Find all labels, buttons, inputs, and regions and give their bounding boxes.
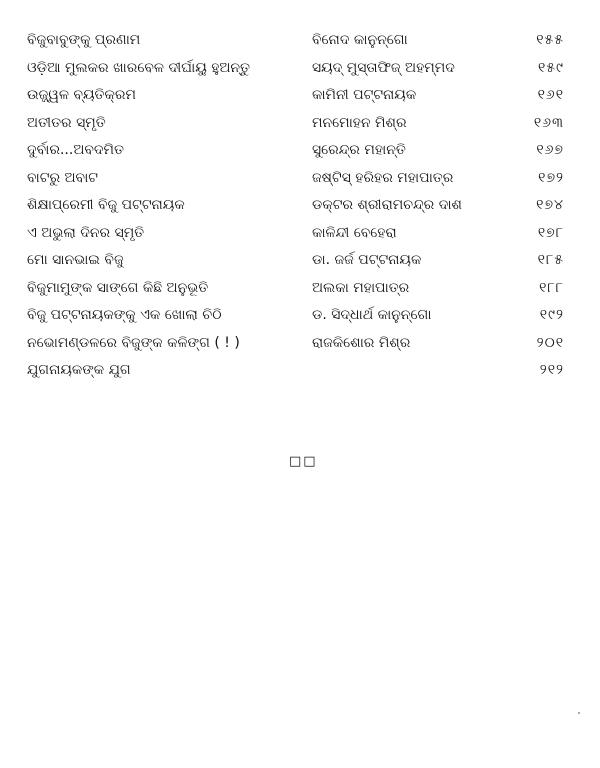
toc-title: ଯୁଗନାୟକଙ୍କ ଯୁଗ bbox=[27, 362, 131, 378]
toc-page-number: ୧୯୨ bbox=[539, 307, 564, 323]
toc-author: ରାଜକିଶୋର ମିଶ୍ର bbox=[312, 334, 411, 351]
toc-title: ଶିକ୍ଷାପ୍ରେମୀ ବିଜୁ ପଟ୍ଟନାୟକ bbox=[27, 197, 185, 213]
toc-title: ବିଜୁବାବୁଙ୍କୁ ପ୍ରଣାମ bbox=[27, 32, 141, 48]
toc-title: ଦୁର୍ବାର...ଅବଦମିତ bbox=[27, 142, 125, 158]
toc-page-number: ୨୦୧ bbox=[536, 334, 564, 351]
toc-author: ସୟଦ୍ ମୁସ୍ତାଫିଜ୍ ଅହମ୍ମଦ bbox=[312, 59, 455, 76]
toc-page-number: ୧୭୪ bbox=[536, 197, 564, 213]
toc-row bbox=[0, 137, 600, 165]
toc-row bbox=[0, 302, 600, 330]
toc-row bbox=[0, 330, 600, 358]
toc-row bbox=[0, 247, 600, 275]
toc-page-number: ୧୫୯ bbox=[538, 59, 564, 76]
toc-author: ଡକ୍ଟର ଶ୍ରୀରାମଚନ୍ଦ୍ର ଦାଶ bbox=[312, 197, 462, 213]
toc-page-number: ୧୬୧ bbox=[537, 87, 564, 103]
toc-page-number: ୧୮୫ bbox=[537, 252, 564, 268]
toc-author: ସୁରେନ୍ଦ୍ର ମହାନ୍ତି bbox=[312, 142, 406, 158]
toc-title: ଉଜ୍ଜ୍ୱଳ ବ୍ୟତିକ୍ରମ bbox=[27, 87, 136, 103]
toc-row bbox=[0, 55, 600, 83]
toc-author: ଡା. ଜର୍ଜ ପଟ୍ଟନାୟକ bbox=[312, 252, 422, 268]
toc-row bbox=[0, 82, 600, 110]
toc-row bbox=[0, 165, 600, 193]
toc-title: ବିଜୁମାମୁଙ୍କ ସାଙ୍ଗେ କିଛି ଅନୁଭୂତି bbox=[27, 279, 209, 296]
toc-row bbox=[0, 275, 600, 303]
end-ornament: □□ bbox=[289, 454, 318, 469]
toc-author: ଡ. ସିଦ୍ଧାର୍ଥ କାନୁନ୍‌ଗୋ bbox=[312, 307, 432, 323]
toc-page-number: ୧୭୨ bbox=[538, 169, 564, 186]
toc-row bbox=[0, 27, 600, 55]
toc-page-number: ୧୬୩ bbox=[533, 114, 564, 131]
toc-title: ଅତୀତର ସ୍ମୃତି bbox=[27, 114, 106, 131]
toc-author: କାମିନୀ ପଟ୍ଟନାୟକ bbox=[312, 87, 417, 103]
toc-author: ମନମୋହନ ମିଶ୍ର bbox=[312, 114, 407, 131]
toc-title: ନଭୋମଣ୍ଡଳରେ ବିଜୁଙ୍କ କଳିଙ୍ଗ ( ! ) bbox=[27, 334, 240, 351]
toc-title: ମୋ ସାନଭାଇ ବିଜୁ bbox=[27, 252, 124, 268]
toc-title: ଓଡ଼ିଆ ମୁଲକର ଖାରବେଳ ଦୀର୍ଘାୟୁ ହୁଅନ୍ତୁ bbox=[27, 59, 251, 76]
toc-row bbox=[0, 110, 600, 138]
toc-author: ବିନୋଦ କାନୁନ୍‌ଗୋ bbox=[312, 32, 408, 48]
toc-row bbox=[0, 220, 600, 248]
toc-title: ବାଟରୁ ଅବାଟ bbox=[27, 169, 98, 186]
scan-speck bbox=[578, 712, 580, 714]
toc-page-number: ୨୧୨ bbox=[539, 362, 564, 378]
toc-author: ଅଲକା ମହାପାତ୍ର bbox=[312, 279, 410, 296]
toc-page-number: ୧୭୮ bbox=[537, 224, 564, 241]
toc-title: ବିଜୁ ପଟ୍ଟନାୟକଙ୍କୁ ଏକ ଖୋଲା ଚିଠି bbox=[27, 307, 222, 323]
toc-author: କାଳିନ୍ଦୀ ବେହେରା bbox=[312, 224, 397, 241]
toc-page-number: ୧୫୫ bbox=[536, 32, 564, 48]
toc-author: ଜଷ୍ଟିସ୍ ହରିହର ମହାପାତ୍ର bbox=[312, 169, 454, 186]
toc-page-number: ୧୮୮ bbox=[539, 279, 564, 296]
toc-row bbox=[0, 192, 600, 220]
toc-title: ଏ ଅଭୁଲା ଦିନର ସ୍ମୃତି bbox=[27, 224, 145, 241]
toc-page-number: ୧୬୭ bbox=[536, 142, 564, 158]
toc-row bbox=[0, 357, 600, 385]
table-of-contents bbox=[0, 27, 600, 385]
